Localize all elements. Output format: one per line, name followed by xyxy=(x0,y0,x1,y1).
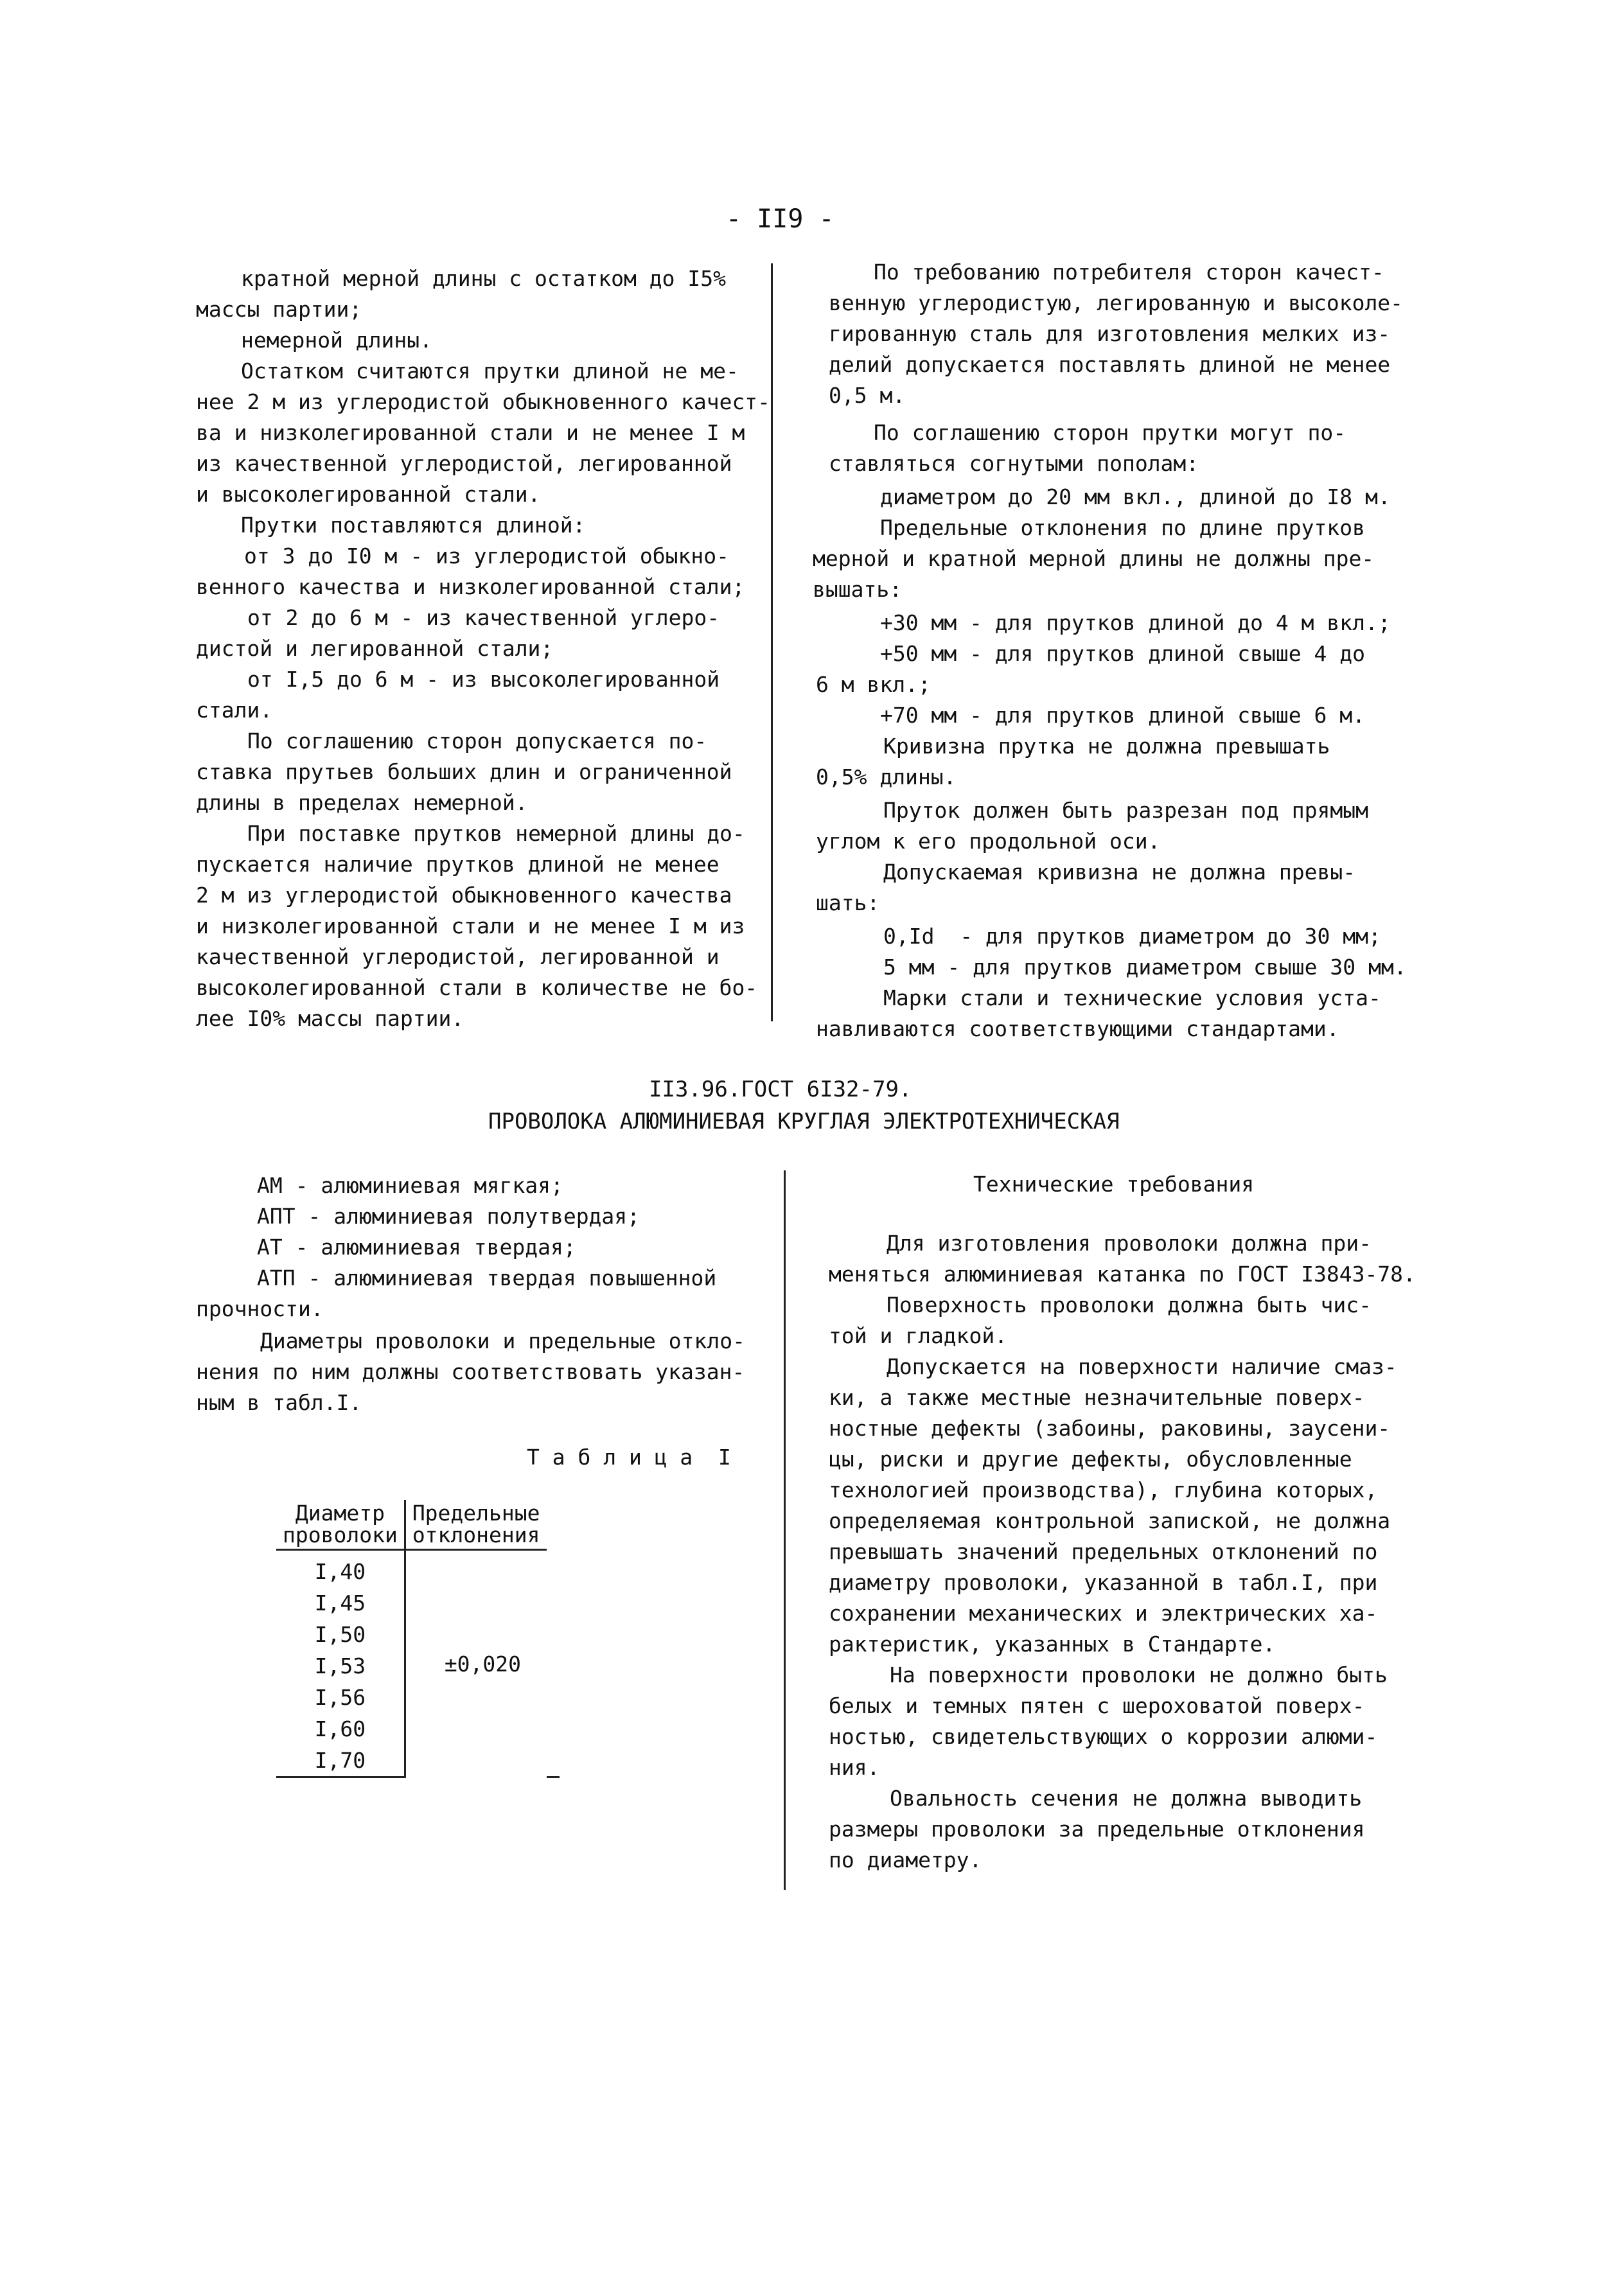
text-line: превышать значений предельных отклонений по xyxy=(829,1539,1378,1564)
text-line: делий допускается поставлять длиной не менее xyxy=(829,352,1391,377)
text-line: ным в табл.I. xyxy=(196,1390,362,1415)
text-line: по диаметру. xyxy=(829,1847,982,1872)
table-1 xyxy=(276,1500,560,1778)
table-row xyxy=(276,1550,560,1588)
text-line: шать: xyxy=(816,890,880,915)
column-divider xyxy=(784,1170,786,1890)
section-number: II3.96.ГОСТ 6I32-79. xyxy=(649,1077,912,1102)
text-line: и высоколегированной стали. xyxy=(196,482,541,507)
text-line: качественной углеродистой, легированной и xyxy=(196,944,719,969)
text-line: ставка прутьев больших длин и ограниченной xyxy=(196,759,732,784)
text-line: высоколегированной стали в количестве не бо- xyxy=(196,975,758,1000)
page-number: - II9 - xyxy=(726,204,834,234)
text-line: 0,5% длины. xyxy=(816,764,957,789)
table-caption: Т а б л и ц а I xyxy=(527,1445,731,1470)
column-divider xyxy=(771,263,773,1021)
text-line: нее 2 м из углеродистой обыкновенного качест- xyxy=(196,389,771,414)
text-line: и низколегированной стали и не менее I м из xyxy=(196,913,745,938)
text-line: 5 мм - для прутков диаметром свыше 30 мм. xyxy=(883,955,1407,980)
text-line: АПТ - алюминиевая полутвердая; xyxy=(257,1204,640,1229)
diameter-cell: I,56 xyxy=(276,1682,405,1713)
text-line: из качественной углеродистой, легированной xyxy=(196,451,732,476)
text-line: По соглашению сторон допускается по- xyxy=(247,728,707,753)
text-line: Диаметры проволоки и предельные откло- xyxy=(260,1328,745,1353)
header-text: Предельные xyxy=(412,1501,540,1526)
text-line: ностные дефекты (забоины, раковины, заусени- xyxy=(829,1416,1391,1441)
text-line: гированную сталь для изготовления мелких из- xyxy=(829,321,1391,346)
section-heading: Технические требования xyxy=(973,1172,1255,1197)
header-deviation xyxy=(405,1500,546,1550)
text-line: Для изготовления проволоки должна при- xyxy=(887,1231,1372,1256)
text-line: Предельные отклонения по длине прутков xyxy=(880,515,1365,540)
text-line: +50 мм - для прутков длиной свыше 4 до xyxy=(880,641,1365,666)
text-line: прочности. xyxy=(196,1296,324,1321)
text-line: сохранении механических и электрических ха- xyxy=(829,1601,1378,1626)
header-text: отклонения xyxy=(412,1522,540,1547)
text-line: АМ - алюминиевая мягкая; xyxy=(257,1173,563,1198)
text-line: Марки стали и технические условия уста- xyxy=(883,985,1381,1010)
text-line: мерной и кратной мерной длины не должны пре- xyxy=(813,546,1375,571)
text-line: Остатком считаются прутки длиной не ме- xyxy=(241,358,739,383)
text-line: белых и темных пятен с шероховатой поверх- xyxy=(829,1693,1365,1718)
text-line: венную углеродистую, легированную и высоколе- xyxy=(829,290,1404,315)
header-text: Диаметр xyxy=(295,1501,385,1526)
text-line: По требованию потребителя сторон качест- xyxy=(874,260,1384,285)
diameter-cell: I,70 xyxy=(276,1745,405,1777)
text-line: ния. xyxy=(829,1755,880,1780)
text-line: Поверхность проволоки должна быть чис- xyxy=(887,1292,1372,1317)
text-line: +70 мм - для прутков длиной свыше 6 м. xyxy=(880,703,1365,728)
table-header-row xyxy=(276,1500,560,1550)
text-line: 0,Id - для прутков диаметром до 30 мм; xyxy=(883,924,1381,949)
deviation-cell: ±0,020 xyxy=(444,1651,522,1677)
text-line: 2 м из углеродистой обыкновенного качества xyxy=(196,883,732,908)
text-line: На поверхности проволоки не должно быть xyxy=(890,1662,1388,1687)
text-line: ностью, свидетельствующих о коррозии алюми- xyxy=(829,1724,1378,1749)
text-line: нения по ним должны соответствовать указан- xyxy=(196,1359,745,1384)
text-line: Овальность сечения не должна выводить xyxy=(890,1786,1363,1811)
text-line: стали. xyxy=(196,698,273,723)
text-line: цы, риски и другие дефекты, обусловленные xyxy=(829,1447,1352,1472)
text-line: углом к его продольной оси. xyxy=(816,829,1161,854)
text-line: от 3 до I0 м - из углеродистой обыкно- xyxy=(244,543,729,568)
text-line: технологией производства), глубина которых, xyxy=(829,1477,1378,1502)
diameter-cell: I,53 xyxy=(276,1650,405,1682)
text-line: диаметру проволоки, указанной в табл.I, при xyxy=(829,1570,1378,1595)
text-line: той и гладкой. xyxy=(829,1323,1008,1348)
text-line: венного качества и низколегированной стали; xyxy=(196,574,745,599)
text-line: рактеристик, указанных в Стандарте. xyxy=(829,1632,1276,1657)
text-line: АТ - алюминиевая твердая; xyxy=(257,1235,576,1260)
text-line: от 2 до 6 м - из качественной углеро- xyxy=(247,605,720,630)
text-line: +30 мм - для прутков длиной до 4 м вкл.; xyxy=(880,610,1391,635)
text-line: 0,5 м. xyxy=(829,383,906,408)
text-line: от I,5 до 6 м - из высоколегированной xyxy=(247,667,720,692)
section-title: ПРОВОЛОКА АЛЮМИНИЕВАЯ КРУГЛАЯ ЭЛЕКТРОТЕХНИЧЕСКАЯ xyxy=(488,1109,1120,1134)
header-diameter xyxy=(276,1500,405,1550)
text-line: При поставке прутков немерной длины до- xyxy=(247,821,745,846)
text-line: Допускаемая кривизна не должна превы- xyxy=(883,859,1356,885)
text-line: Пруток должен быть разрезан под прямым xyxy=(883,798,1368,823)
diameter-cell: I,45 xyxy=(276,1587,405,1619)
text-line: кратной мерной длины с остатком до I5% xyxy=(241,266,726,291)
text-line: Кривизна прутка не должна превышать xyxy=(883,734,1330,759)
diameter-cell: I,60 xyxy=(276,1713,405,1745)
text-line: размеры проволоки за предельные отклонения xyxy=(829,1817,1365,1842)
deviation-blank xyxy=(547,1745,560,1777)
text-line: диаметром до 20 мм вкл., длиной до I8 м. xyxy=(880,484,1391,509)
text-line: навливаются соответствующими стандартами. xyxy=(816,1016,1339,1041)
text-line: ставляться согнутыми пополам: xyxy=(829,451,1199,476)
text-line: 6 м вкл.; xyxy=(816,672,931,697)
text-line: Прутки поставляются длиной: xyxy=(241,513,586,538)
text-line: меняться алюминиевая катанка по ГОСТ I3843-78. xyxy=(829,1262,1416,1287)
diameter-cell: I,50 xyxy=(276,1619,405,1650)
text-line: По соглашению сторон прутки могут по- xyxy=(874,420,1346,445)
text-line: АТП - алюминиевая твердая повышенной xyxy=(257,1265,717,1290)
text-line: массы партии; xyxy=(196,297,362,322)
header-text: проволоки xyxy=(283,1522,398,1547)
text-line: Допускается на поверхности наличие смаз- xyxy=(887,1354,1397,1379)
text-line: ки, а также местные незначительные поверх- xyxy=(829,1385,1365,1410)
text-line: определяемая контрольной запиской, не должна xyxy=(829,1508,1391,1533)
text-line: дистой и легированной стали; xyxy=(196,636,554,661)
text-line: немерной длины. xyxy=(241,328,433,353)
text-line: вышать: xyxy=(813,577,903,602)
text-line: пускается наличие прутков длиной не менее xyxy=(196,852,719,877)
text-line: ва и низколегированной стали и не менее I м xyxy=(196,420,745,445)
diameter-cell: I,40 xyxy=(276,1550,405,1588)
text-line: лее I0% массы партии. xyxy=(196,1006,464,1031)
text-line: длины в пределах немерной. xyxy=(196,790,528,815)
